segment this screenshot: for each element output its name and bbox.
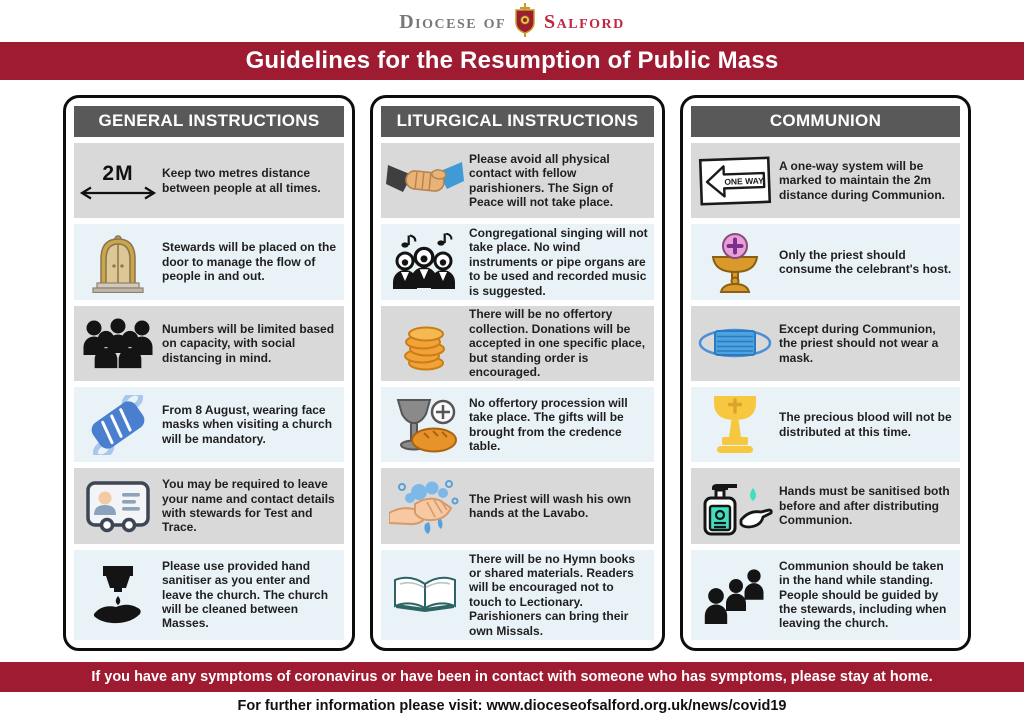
guideline-row	[381, 468, 654, 543]
gold-chalice-icon	[691, 393, 779, 457]
column-header: LITURGICAL INSTRUCTIONS	[381, 106, 654, 137]
guideline-text: Keep two metres distance between people at all times.	[162, 166, 321, 195]
diocese-crest-icon	[513, 3, 537, 42]
guideline-row	[691, 306, 960, 381]
guideline-row	[691, 550, 960, 640]
column-liturgical-instructions	[370, 95, 665, 651]
guideline-text: Stewards will be placed on the door to manage the flow of people in and out.	[162, 240, 337, 284]
column-header: GENERAL INSTRUCTIONS	[74, 106, 344, 137]
contact-card-icon	[74, 479, 162, 533]
guideline-text: Please avoid all physical contact with fellow parishioners. The Sign of Peace will not take place.	[469, 151, 614, 210]
page-title: Guidelines for the Resumption of Public Mass	[245, 47, 779, 74]
guideline-text: You may be required to leave your name and contact details with stewards for Test and Trace.	[162, 477, 335, 535]
symptoms-warning-text: If you have any symptoms of coronavirus or have been in contact with someone who has symptoms, please stay at home.	[91, 669, 933, 685]
open-book-icon	[381, 572, 469, 618]
guideline-text: Hands must be sanitised both before and after distributing Communion.	[779, 484, 950, 528]
handshake-icon	[381, 157, 469, 205]
guideline-text: Communion should be taken in the hand while standing. People should be guided by the stewards, including when leaving the church.	[779, 558, 947, 631]
guideline-row	[74, 550, 344, 640]
church-door-icon	[74, 231, 162, 293]
guideline-text: The Priest will wash his own hands at the Lavabo.	[469, 491, 632, 520]
guideline-row	[691, 387, 960, 462]
guideline-row	[691, 143, 960, 218]
guideline-row	[74, 387, 344, 462]
hand-washing-icon	[381, 477, 469, 535]
guideline-text: From 8 August, wearing face masks when visiting a church will be mandatory.	[162, 403, 333, 446]
further-information-line: For further information please visit: www.dioceseofsalford.org.uk/news/covid19	[237, 698, 787, 714]
two-metres-label: 2M	[102, 161, 134, 185]
surgical-mask-icon	[691, 322, 779, 364]
guideline-row	[74, 224, 344, 299]
guideline-text: There will be no offertory collection. Donations will be accepted in one specific place, but standing order is encouraged.	[469, 307, 646, 379]
symptoms-warning-banner	[0, 662, 1024, 692]
guideline-row	[74, 306, 344, 381]
guideline-row	[381, 306, 654, 381]
guideline-row	[74, 468, 344, 543]
guideline-row	[381, 550, 654, 640]
coins-icon	[381, 314, 469, 372]
guideline-text: The precious blood will not be distributed at this time.	[779, 410, 952, 439]
guideline-row	[691, 468, 960, 543]
one-way-label: ONE WAY	[724, 175, 764, 187]
title-banner	[0, 42, 1024, 80]
guidelines-columns	[63, 95, 971, 651]
guideline-row	[74, 143, 344, 218]
guideline-text: No offertory procession will take place. The gifts will be brought from the credence table.	[469, 395, 628, 454]
diocese-logo	[0, 0, 1024, 42]
chalice-gifts-icon	[381, 395, 469, 455]
choir-singing-icon	[381, 233, 469, 291]
guideline-text: Congregational singing will not take place. No wind instruments or pipe organs are to be used and recorded music is suggested.	[469, 226, 648, 298]
column-communion	[680, 95, 971, 651]
column-header: COMMUNION	[691, 106, 960, 137]
guideline-text: Except during Communion, the priest should not wear a mask.	[779, 321, 939, 365]
guideline-text: Only the priest should consume the celebrant's host.	[779, 247, 952, 276]
logo-name-text: Salford	[544, 10, 625, 33]
hand-sanitiser-icon	[74, 564, 162, 626]
guideline-row	[691, 224, 960, 299]
queue-people-icon	[691, 566, 779, 624]
two-metres-icon	[74, 162, 162, 200]
guideline-text: Please use provided hand sanitiser as you enter and leave the church. The church will be cleaned between Masses.	[162, 558, 329, 631]
sanitiser-bottle-hand-icon	[691, 474, 779, 538]
guideline-row	[381, 143, 654, 218]
congregation-crowd-icon	[74, 317, 162, 369]
column-general-instructions	[63, 95, 355, 651]
guideline-text: There will be no Hymn books or shared materials. Readers will be encouraged not to touch to Lectionary. Parishioners can bring their own Missals.	[469, 551, 636, 638]
guideline-text: Numbers will be limited based on capacity, with social distancing in mind.	[162, 321, 335, 365]
guideline-text: A one-way system will be marked to maintain the 2m distance during Communion.	[779, 159, 946, 202]
guideline-row	[381, 224, 654, 299]
guideline-row	[381, 387, 654, 462]
chalice-host-icon	[691, 230, 779, 294]
one-way-sign-icon	[691, 155, 779, 207]
face-mask-icon	[74, 395, 162, 455]
logo-prefix-text: Diocese of	[399, 10, 507, 33]
